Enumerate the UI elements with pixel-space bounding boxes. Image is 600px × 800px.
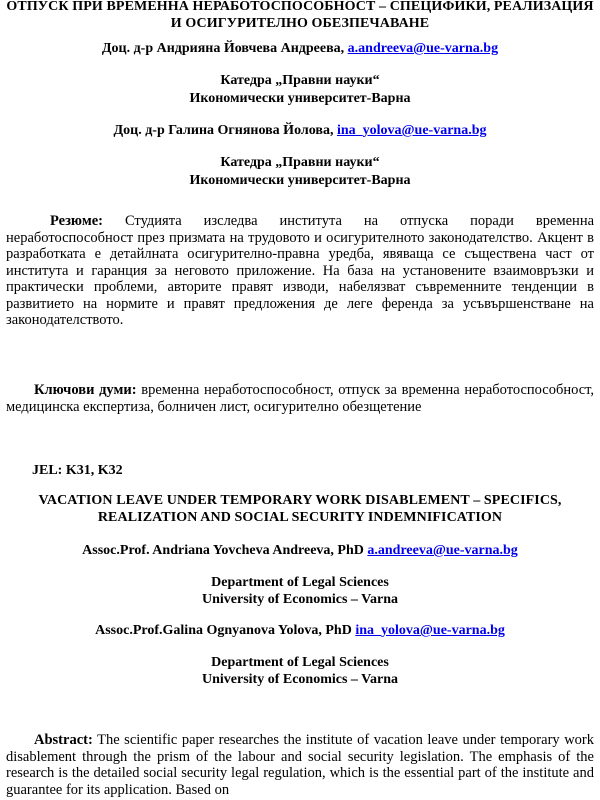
en-author-2-name: Assoc.Prof.Galina Ognyanova Yolova, PhD: [95, 623, 352, 638]
en-univ-1: University of Economics – Varna: [202, 592, 398, 607]
en-dept-2: Department of Legal Sciences: [211, 655, 389, 670]
en-author-1-email-link[interactable]: a.andreeva@ue-varna.bg: [367, 543, 518, 558]
bg-dept-2: Катедра „Правни науки“: [220, 155, 380, 170]
en-title: VACATION LEAVE UNDER TEMPORARY WORK DISABLEMENT – SPECIFICS, REALIZATION AND SOCIAL SECURITY INDEMNIFICATION: [38, 493, 562, 525]
bg-author-1: [6, 40, 594, 57]
bg-author-1-name: Доц. д-р Андрияна Йовчева Андреева,: [101, 41, 345, 56]
en-abstract: [6, 732, 594, 798]
bg-author-2: [6, 122, 594, 139]
bg-dept-1: Катедра „Правни науки“: [220, 73, 380, 88]
bg-author-2-name: Доц. д-р Галина Огнянова Йолова,: [113, 123, 334, 138]
en-author-1-name: Assoc.Prof. Andriana Yovcheva Andreeva, PhD: [82, 543, 364, 558]
bg-author-1-email-link[interactable]: a.andreeva@ue-varna.bg: [347, 41, 499, 56]
bg-title: ОТПУСК ПРИ ВРЕМЕННА НЕРАБОТОСПОСОБНОСТ – СПЕЦИФИКИ, РЕАЛИЗАЦИЯ И ОСИГУРИТЕЛНО ОБЕЗПЕЧАВАНЕ: [6, 0, 594, 31]
bg-summary-label: Резюме:: [50, 213, 103, 229]
bg-summary-text: Студията изследва института на отпуска поради временна неработоспособност през призмата на трудовото и осигурителното законодателство. Акцент в разработката е детайлната осигурително-правна уредба, явяваща се съществена част от института и гаранция за неговото приложение. На база на установените взаимовръзки и практически проблеми, авторите правят изводи, набелязват съвременните тенденции в развитието на нормите и правят предложения де леге ференда за усъвършенстване на законодателството.: [6, 213, 595, 328]
en-author-2: [6, 622, 594, 639]
jel-codes: JEL: K31, K32: [32, 463, 123, 478]
en-univ-2: University of Economics – Varna: [202, 672, 398, 687]
bg-summary: [6, 213, 594, 329]
en-dept-1: Department of Legal Sciences: [211, 575, 389, 590]
en-author-2-email-link[interactable]: ina_yolova@ue-varna.bg: [355, 623, 505, 638]
bg-keywords: [6, 382, 594, 415]
en-abstract-label: Abstract:: [34, 732, 93, 748]
en-abstract-text: The scientific paper researches the institute of vacation leave under temporary work disablement through the prism of the labour and social security legislation. The emphasis of the research is the detailed social security legal regulation, which is the essential part of the institute and guarantee for its application. Based on: [6, 732, 594, 798]
en-author-1: [6, 542, 594, 559]
bg-keywords-text: временна неработоспособност, отпуск за временна неработоспособност, медицинска експертиза, болничен лист, осигурително обезщетение: [6, 382, 595, 415]
bg-univ-1: Икономически университет-Варна: [189, 91, 411, 106]
bg-univ-2: Икономически университет-Варна: [189, 173, 411, 188]
bg-keywords-label: Ключови думи:: [34, 382, 137, 398]
bg-author-2-email-link[interactable]: ina_yolova@ue-varna.bg: [336, 123, 487, 138]
